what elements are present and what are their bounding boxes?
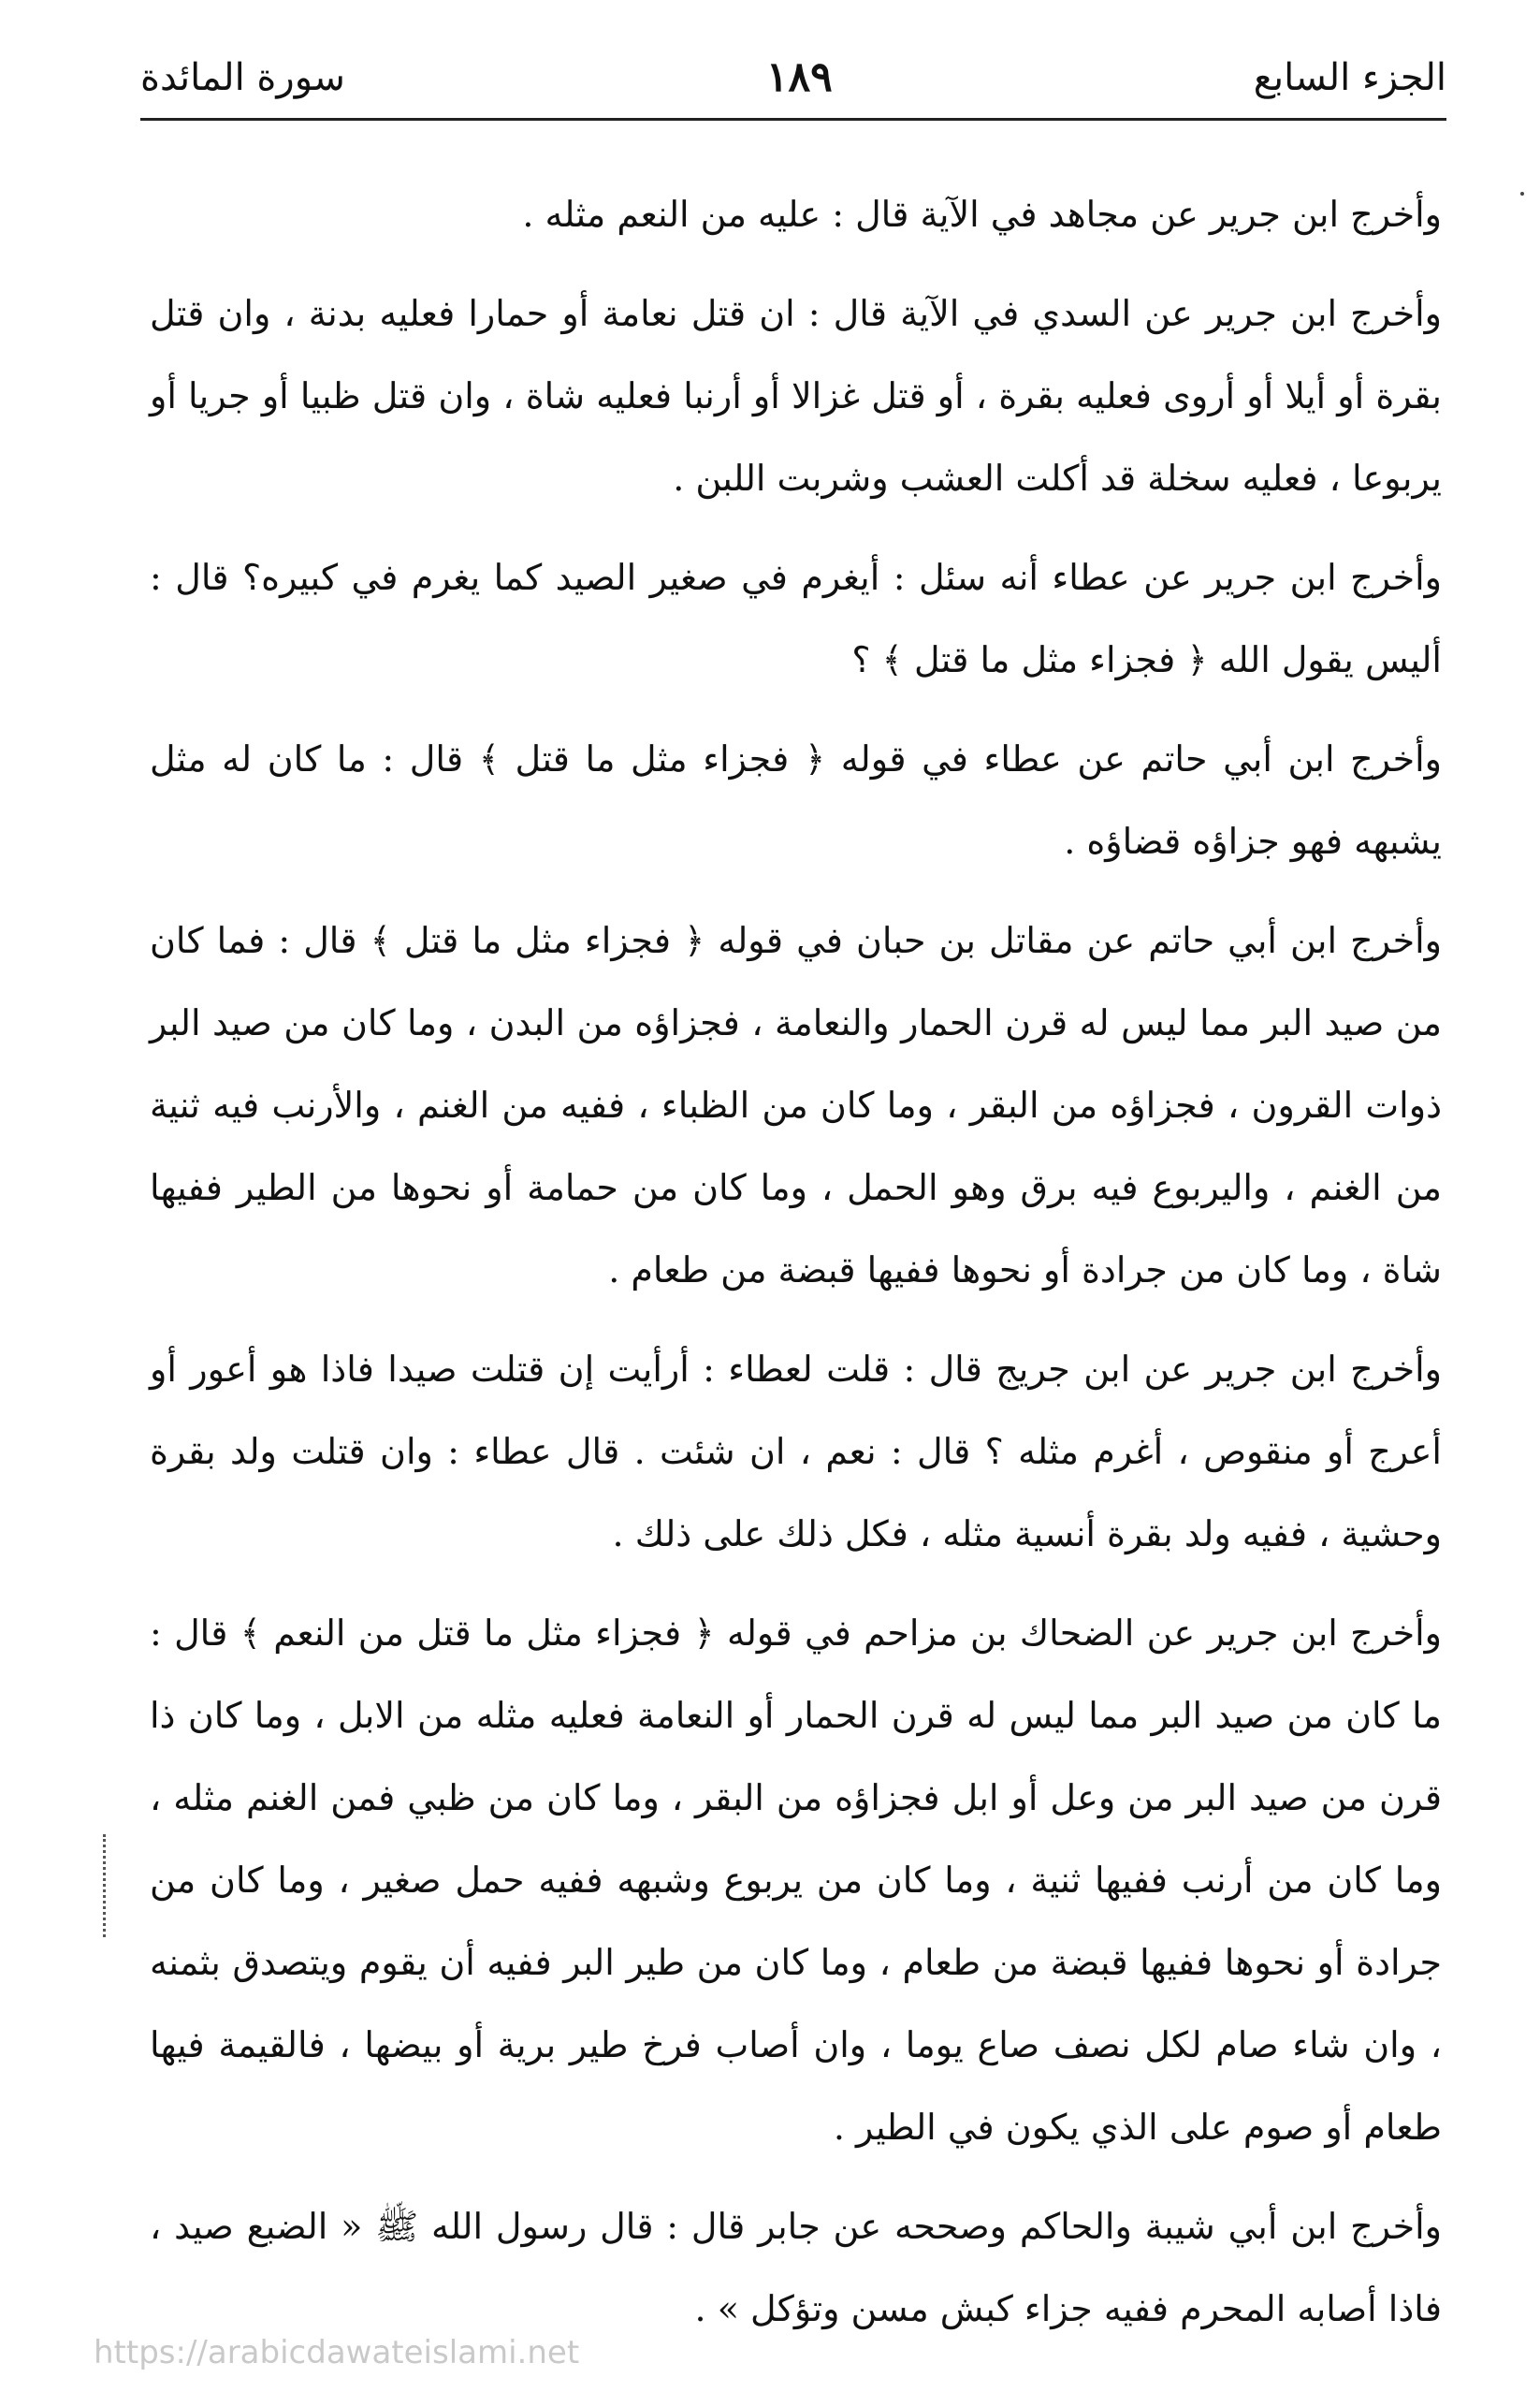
paragraph: وأخرج ابن أبي حاتم عن مقاتل بن حبان في قوله ﴿ فجزاء مثل ما قتل ﴾ قال : فما كان من صيد البر مما ليس له قرن الحمار والنعامة ، فجزاؤه من البدن ، وما كان من صيد البر ذوات القرون ، فجزاؤه من البقر ، وما كان من الظباء ، ففيه من الغنم ، والأرنب فيه ثنية من الغنم ، واليربوع فيه برق وهو الحمل ، وما كان من حمامة أو نحوها من الطير ففيها شاة ، وما كان من جرادة أو نحوها ففيها قبضة من طعام . <box>150 920 1442 1291</box>
paragraph: وأخرج ابن أبي شيبة والحاكم وصححه عن جابر قال : قال رسول الله ﷺ « الضبع صيد ، فاذا أصابه المحرم ففيه جزاء كبش مسن وتؤكل » . <box>150 2206 1442 2329</box>
paragraph: وأخرج ابن أبي حاتم عن عطاء في قوله ﴿ فجزاء مثل ما قتل ﴾ قال : ما كان له مثل يشبهه فهو جزاؤه قضاؤه . <box>150 738 1442 862</box>
page-body <box>150 173 1442 2367</box>
surah-title: سورة المائدة <box>140 56 345 99</box>
paragraph: وأخرج ابن جرير عن السدي في الآية قال : ان قتل نعامة أو حمارا فعليه بدنة ، وان قتل بقرة أو أيلا أو أروى فعليه بقرة ، أو قتل غزالا أو أرنبا فعليه شاة ، وان قتل ظبيا أو جريا أو يربوعا ، فعليه سخلة قد أكلت العشب وشربت اللبن . <box>150 293 1442 499</box>
paragraph: وأخرج ابن جرير عن الضحاك بن مزاحم في قوله ﴿ فجزاء مثل ما قتل من النعم ﴾ قال : ما كان من صيد البر مما ليس له قرن الحمار أو النعامة فعليه مثله من الابل ، وما كان ذا قرن من صيد البر من وعل أو ابل فجزاؤه من البقر ، وما كان من ظبي فمن الغنم مثله ، وما كان من أرنب ففيها ثنية ، وما كان من يربوع وشبهه ففيه حمل صغير ، وما كان من جرادة أو نحوها ففيها قبضة من طعام ، وما كان من طير البر ففيه أن يقوم ويتصدق بثمنه ، وان شاء صام لكل نصف صاع يوما ، وان أصاب فرخ طير برية أو بيضها ، فالقيمة فيها طعام أو صوم على الذي يكون في الطير . <box>150 1612 1442 2148</box>
margin-mark <box>1520 192 1524 196</box>
page-number: ١٨٩ <box>765 53 833 101</box>
paragraph: وأخرج ابن جرير عن عطاء أنه سئل : أيغرم في صغير الصيد كما يغرم في كبيره؟ قال : أليس يقول الله ﴿ فجزاء مثل ما قتل ﴾ ؟ <box>150 557 1442 680</box>
page-header <box>140 37 1446 121</box>
paragraph: وأخرج ابن جرير عن ابن جريج قال : قلت لعطاء : أرأيت إن قتلت صيدا فاذا هو أعور أو أعرج أو منقوص ، أغرم مثله ؟ قال : نعم ، ان شئت . قال عطاء : وان قتلت ولد بقرة وحشية ، ففيه ولد بقرة أنسية مثله ، فكل ذلك على ذلك . <box>150 1349 1442 1554</box>
margin-dots <box>103 1834 111 1937</box>
part-title: الجزء السابع <box>1253 56 1446 99</box>
watermark-url: https://arabicdawateislami.net <box>94 2334 580 2371</box>
paragraph: وأخرج ابن جرير عن مجاهد في الآية قال : عليه من النعم مثله . <box>522 194 1442 235</box>
